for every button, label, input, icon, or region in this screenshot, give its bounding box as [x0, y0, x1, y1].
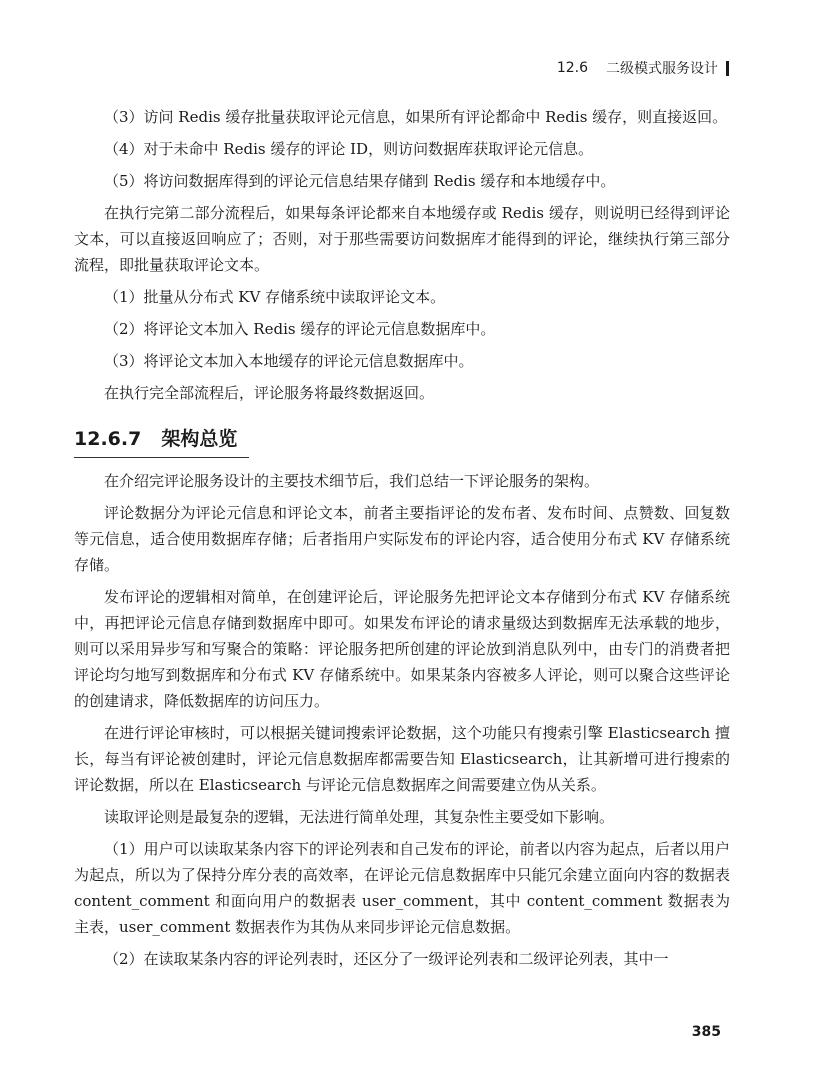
paragraph: （1）批量从分布式 KV 存储系统中读取评论文本。	[104, 288, 446, 306]
paragraph: 在执行完全部流程后，评论服务将最终数据返回。	[104, 384, 435, 402]
paragraph: 读取评论则是最复杂的逻辑，无法进行简单处理，其复杂性主要受如下影响。	[104, 808, 615, 826]
paragraph: （2）将评论文本加入 Redis 缓存的评论元信息数据库中。	[104, 320, 496, 338]
paragraph: （2）在读取某条内容的评论列表时，还区分了一级评论列表和二级评论列表，其中一	[104, 950, 669, 968]
header-bar	[726, 61, 729, 76]
section-heading	[74, 424, 249, 458]
paragraph: （1）用户可以读取某条内容下的评论列表和自己发布的评论，前者以内容为起点，后者以用户为起点，所以为了保持分库分表的高效率，在评论元信息数据库中只能冗余建立面向内容的数据表 content_comment 和面向用户的数据表 user_comment，其中 content_comment 数据表为主表，user_comment 数据表作为其伪从来同步评论元信息数据。	[74, 840, 730, 936]
paragraph: 发布评论的逻辑相对简单，在创建评论后，评论服务先把评论文本存储到分布式 KV 存储系统中，再把评论元信息存储到数据库中即可。如果发布评论的请求量级达到数据库无法承载的地步，则可以采用异步写和写聚合的策略：评论服务把所创建的评论放到消息队列中，由专门的消费者把评论均匀地写到数据库和分布式 KV 存储系统中。如果某条内容被多人评论，则可以聚合这些评论的创建请求，降低数据库的访问压力。	[74, 588, 730, 710]
paragraph: 在进行评论审核时，可以根据关键词搜索评论数据，这个功能只有搜索引擎 Elasticsearch 擅长，每当有评论被创建时，评论元信息数据库都需要告知 Elasticsearch，让其新增可进行搜索的评论数据，所以在 Elasticsearch 与评论元信息数据库之间需要建立伪从关系。	[74, 724, 730, 794]
section-number: 12.6.7	[74, 428, 142, 450]
header-section-number: 12.6	[556, 60, 588, 76]
paragraph: （4）对于未命中 Redis 缓存的评论 ID，则访问数据库获取评论元信息。	[104, 140, 594, 158]
section-title: 架构总览	[161, 428, 238, 450]
paragraph: （5）将访问数据库得到的评论元信息结果存储到 Redis 缓存和本地缓存中。	[104, 172, 616, 190]
page-body	[74, 104, 730, 978]
paragraph: （3）访问 Redis 缓存批量获取评论元信息，如果所有评论都命中 Redis 缓存，则直接返回。	[104, 108, 728, 126]
running-header	[557, 58, 729, 78]
page-number: 385	[691, 1024, 721, 1040]
header-title: 二级模式服务设计	[606, 61, 718, 77]
paragraph: 在执行完第二部分流程后，如果每条评论都来自本地缓存或 Redis 缓存，则说明已经得到评论文本，可以直接返回响应了；否则，对于那些需要访问数据库才能得到的评论，继续执行第三部分流程，即批量获取评论文本。	[74, 204, 730, 274]
paragraph: 在介绍完评论服务设计的主要技术细节后，我们总结一下评论服务的架构。	[104, 472, 600, 490]
paragraph: （3）将评论文本加入本地缓存的评论元信息数据库中。	[104, 352, 474, 370]
paragraph: 评论数据分为评论元信息和评论文本，前者主要指评论的发布者、发布时间、点赞数、回复数等元信息，适合使用数据库存储；后者指用户实际发布的评论内容，适合使用分布式 KV 存储系统存储。	[74, 504, 730, 574]
